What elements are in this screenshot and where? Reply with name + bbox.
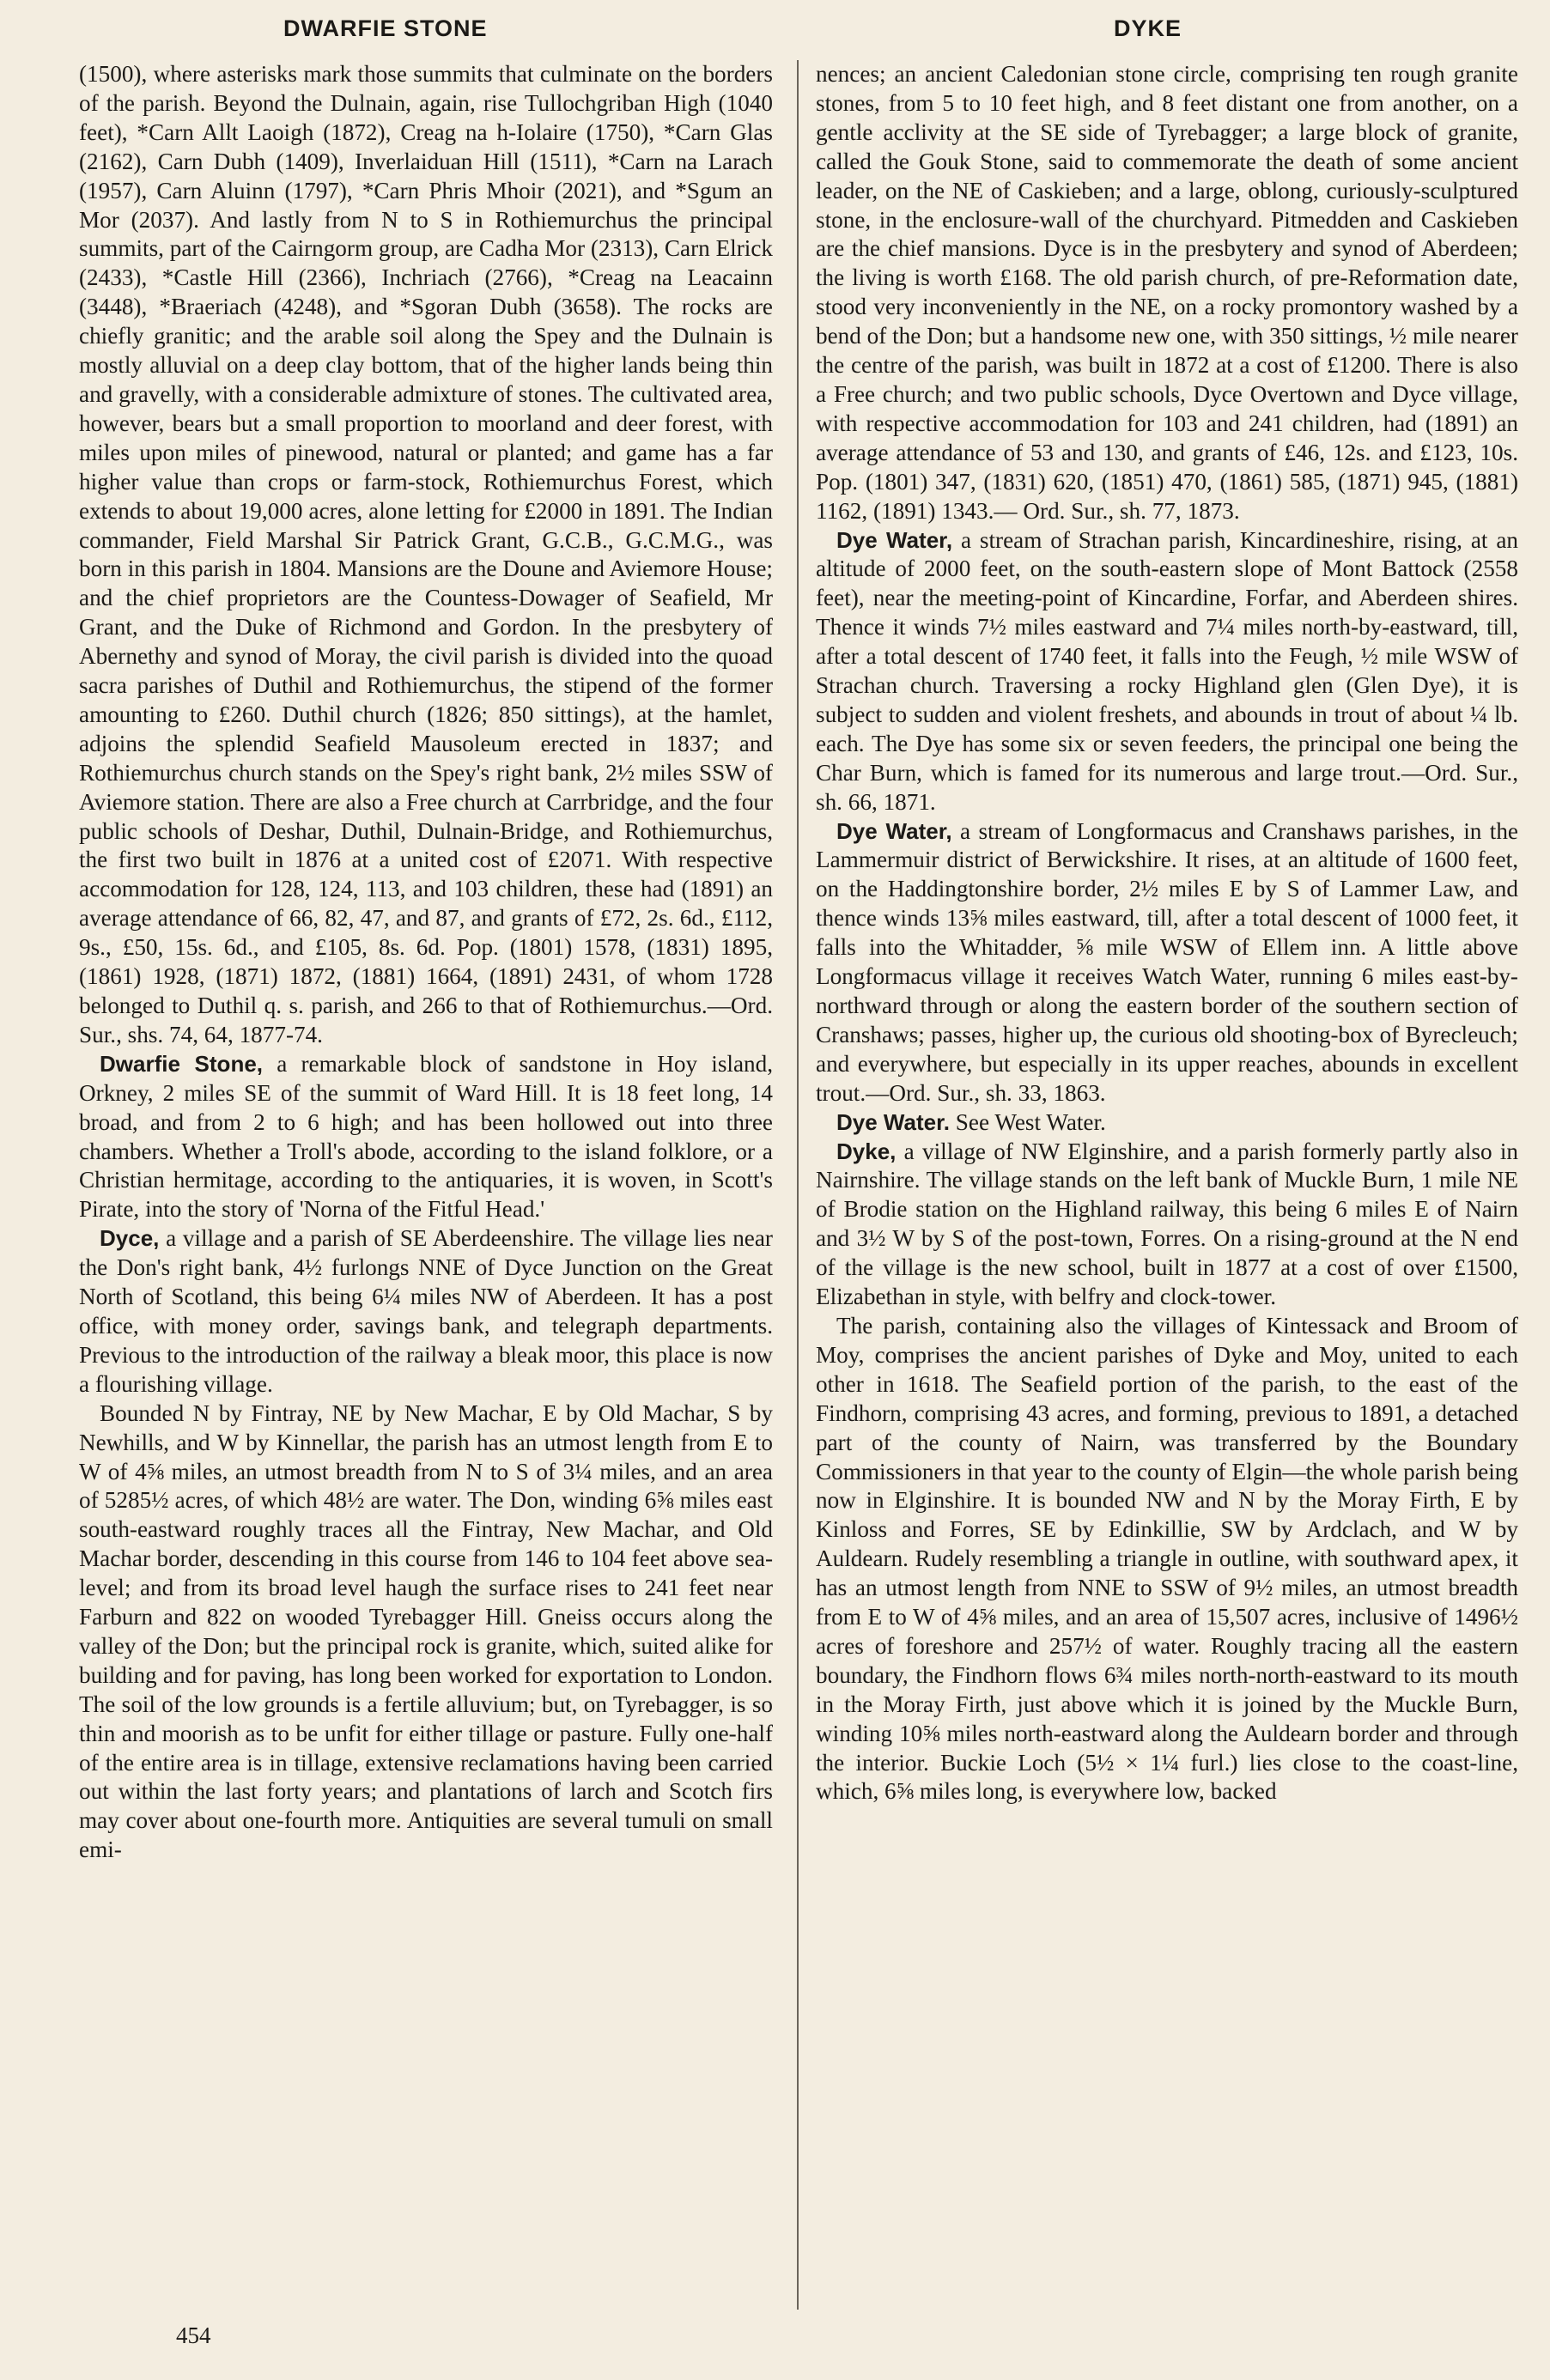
column-rule — [797, 60, 799, 2310]
entry-dyce — [79, 1224, 773, 1399]
entry-dyke — [816, 1138, 1518, 1312]
right-column — [816, 60, 1518, 2310]
paragraph-text: Bounded N by Fintray, NE by New Machar, E by Old Machar, S by Newhills, and W by Kinnellar, the parish has an utmost length from E to W of 4⅝ miles, an utmost breadth from N to S of 3¼ miles, and an area of 5285½ acres, of which 48½ are water. The Don, winding 6⅝ miles east south-eastward roughly traces all the Fintray, New Machar, and Old Machar border, descending in this course from 146 to 104 feet above sea-level; and from its broad level haugh the surface rises to 241 feet near Farburn and 822 on wooded Tyrebagger Hill. Gneiss occurs along the valley of the Don; but the principal rock is granite, which, suited alike for building and for paving, has long been worked for exportation to London. The soil of the low grounds is a fertile alluvium; but, on Tyrebagger, is so thin and moorish as to be unfit for either tillage or pasture. Fully one-half of the entire area is in tillage, extensive reclamations having been carried out within the last forty years; and plantations of larch and Scotch firs may cover about one-fourth more. Antiquities are several tumuli on small emi- — [79, 1399, 773, 1863]
entry-text: a village and a parish of SE Aberdeenshire. The village lies near the Don's right bank, 4½ furlongs NNE of Dyce Junction on the Great North of Scotland, this being 6¼ miles NW of Aberdeen. It has a post office, with money order, savings bank, and telegraph departments. Previous to the introduction of the railway a bleak moor, this place is now a flourishing village. — [79, 1225, 773, 1397]
paragraph — [816, 60, 1518, 526]
entry-text: a village of NW Elginshire, and a parish formerly partly also in Nairnshire. The village stands on the left bank of Muckle Burn, 1 mile NE of Brodie station on the Highland railway, this being 6 miles E of Nairn and 3½ W by S of the post-town, Forres. On a rising-ground at the N end of the village is the new school, built in 1877 at a cost of over £1500, Elizabethan in style, with belfry and clock-tower. — [816, 1138, 1518, 1310]
entry-text: a stream of Strachan parish, Kincardineshire, rising, at an altitude of 2000 feet, on the south-eastern slope of Mont Battock (2558 feet), near the meeting-point of Kincardine, Forfar, and Aberdeen shires. Thence it winds 7½ miles eastward and 7¼ miles north-by-eastward, till, after a total descent of 1740 feet, it falls into the Feugh, ½ mile WSW of Strachan church. Traversing a rocky Highland glen (Glen Dye), it is subject to sudden and violent freshets, and abounds in trout of about ¼ lb. each. The Dye has some six or seven feeders, the principal one being the Char Burn, which is famed for its numerous and large trout.—Ord. Sur., sh. 66, 1871. — [816, 526, 1518, 815]
paragraph-text: (1500), where asterisks mark those summits that culminate on the borders of the parish. Beyond the Dulnain, again, rise Tullochgriban High (1040 feet), *Carn Allt Laoigh (1872), Creag na h-Iolaire (1750), *Carn Glas (2162), Carn Dubh (1409), Inverlaiduan Hill (1511), *Carn na Larach (1957), Carn Aluinn (1797), *Carn Phris Mhoir (2021), and *Sgum an Mor (2037). And lastly from N to S in Rothiemurchus the principal summits, part of the Cairngorm group, are Cadha Mor (2313), Carn Elrick (2433), *Castle Hill (2366), Inchriach (2766), *Creag na Leacainn (3448), *Braeriach (4248), and *Sgoran Dubh (3658). The rocks are chiefly granitic; and the arable soil along the Spey and the Dulnain is mostly alluvial on a deep clay bottom, that of the higher lands being thin and gravelly, with a considerable admixture of stones. The cultivated area, however, bears but a small proportion to moorland and deer forest, with miles upon miles of pinewood, natural or planted; and game has a far higher value than crops or farm-stock, Rothiemurchus Forest, which extends to about 19,000 acres, alone letting for £2000 in 1891. The Indian commander, Field Marshal Sir Patrick Grant, G.C.B., G.C.M.G., was born in this parish in 1804. Mansions are the Doune and Aviemore House; and the chief proprietors are the Countess-Dowager of Seafield, Mr Grant, and the Duke of Richmond and Gordon. In the presbytery of Abernethy and synod of Moray, the civil parish is divided into the quoad sacra parishes of Duthil and Rothiemurchus, the stipend of the former amounting to £260. Duthil church (1826; 850 sittings), at the hamlet, adjoins the splendid Seafield Mausoleum erected in 1837; and Rothiemurchus church stands on the Spey's right bank, 2½ miles SSW of Aviemore station. There are also a Free church at Carrbridge, and the four public schools of Deshar, Duthil, Dulnain-Bridge, and Rothiemurchus, the first two built in 1876 at a united cost of £2071. With respective accommodation for 128, 124, 113, and 103 children, these had (1891) an average attendance of 66, 82, 47, and 87, and grants of £72, 2s. 6d., £112, 9s., £50, 15s. 6d., and £105, 8s. 6d. Pop. (1801) 1578, (1831) 1895, (1861) 1928, (1871) 1872, (1881) 1664, (1891) 2431, of whom 1728 belonged to Duthil q. s. parish, and 266 to that of Rothiemurchus.—Ord. Sur., shs. 74, 64, 1877-74. — [79, 61, 773, 1047]
entry-headword: Dwarfie Stone, — [100, 1050, 264, 1077]
entry-text: a stream of Longformacus and Cranshaws parishes, in the Lammermuir district of Berwickshire. It rises, at an altitude of 1600 feet, on the Haddingtonshire border, 2½ miles E by S of Lammer Law, and thence winds 13⅝ miles eastward, till, after a total descent of 1000 feet, it falls into the Whitadder, ⅝ mile WSW of Ellem inn. A little above Longformacus village it receives Watch Water, running 6 miles east-by-northward through or along the eastern border of the southern section of Cranshaws; passes, higher up, the curious old shooting-box of Byrecleuch; and everywhere, but especially in its upper reaches, abounds in excellent trout.—Ord. Sur., sh. 33, 1863. — [816, 817, 1518, 1106]
entry-text: See West Water. — [949, 1108, 1106, 1135]
page-number: 454 — [176, 2322, 211, 2348]
entry-dye-water-berwick — [816, 817, 1518, 1108]
header-left-title: DWARFIE STONE — [283, 15, 488, 41]
entry-headword: Dyke, — [836, 1138, 897, 1164]
header-right-title: DYKE — [1114, 15, 1182, 41]
paragraph — [816, 1312, 1518, 1806]
paragraph-text: The parish, containing also the villages of Kintessack and Broom of Moy, comprises the ancient parishes of Dyke and Moy, united to each other in 1618. The Seafield portion of the parish, to the east of the Findhorn, comprising 43 acres, and forming, previous to 1891, a detached part of the county of Nairn, was transferred by the Boundary Commissioners in that year to the county of Elgin—the whole parish being now in Elginshire. It is bounded NW and N by the Moray Firth, E by Kinloss and Forres, SE by Edinkillie, SW by Ardclach, and W by Auldearn. Rudely resembling a triangle in outline, with southward apex, it has an utmost length from NNE to SSW of 9½ miles, an utmost breadth from E to W of 4⅝ miles, and an area of 15,507 acres, inclusive of 1496½ acres of foreshore and 257½ of water. Roughly tracing all the eastern boundary, the Findhorn flows 6¾ miles north-north-eastward to its mouth in the Moray Firth, just above which it is joined by the Muckle Burn, winding 10⅝ miles north-eastward along the Auldearn border and through the interior. Buckie Loch (5½ × 1¼ furl.) lies close to the coast-line, which, 6⅝ miles long, is everywhere low, backed — [816, 1312, 1518, 1805]
paragraph-text: nences; an ancient Caledonian stone circle, comprising ten rough granite stones, from 5 to 10 feet high, and 8 feet distant one from another, on a gentle acclivity at the SE side of Tyrebagger; a large block of granite, called the Gouk Stone, said to commemorate the death of some ancient leader, on the NE of Caskieben; and a large, oblong, curiously-sculptured stone, in the enclosure-wall of the churchyard. Pitmedden and Caskieben are the chief mansions. Dyce is in the presbytery and synod of Aberdeen; the living is worth £168. The old parish church, of pre-Reformation date, stood very inconveniently in the NE, on a rocky promontory washed by a bend of the Don; but a handsome new one, with 350 sittings, ½ mile nearer the centre of the parish, was built in 1872 at a cost of £1200. There is also a Free church; and two public schools, Dyce Overtown and Dyce village, with respective accommodation for 103 and 241 children, had (1891) an average attendance of 53 and 130, and grants of £46, 12s. and £123, 10s. Pop. (1801) 347, (1831) 620, (1851) 470, (1861) 585, (1871) 945, (1881) 1162, (1891) 1343.— Ord. Sur., sh. 77, 1873. — [816, 61, 1518, 524]
entry-headword: Dye Water. — [836, 1108, 950, 1135]
running-header — [0, 15, 1550, 50]
entry-dye-water-kincardine — [816, 526, 1518, 817]
entry-headword: Dye Water, — [836, 817, 952, 844]
entry-dye-water-see — [816, 1108, 1518, 1138]
entry-headword: Dyce, — [100, 1225, 160, 1252]
left-column — [79, 60, 773, 2310]
entry-dwarfie-stone — [79, 1050, 773, 1224]
entry-text: a remarkable block of sandstone in Hoy island, Orkney, 2 miles SE of the summit of Ward Hill. It is 18 feet long, 14 broad, and from 2 to 6 high; and has been hollowed out into three chambers. Whether a Troll's abode, according to the island folklore, or a Christian hermitage, according to the antiquaries, it is woven, in Scott's Pirate, into the story of 'Norna of the Fitful Head.' — [79, 1050, 773, 1223]
paragraph — [79, 60, 773, 1050]
paragraph — [79, 1399, 773, 1866]
entry-headword: Dye Water, — [836, 526, 953, 553]
